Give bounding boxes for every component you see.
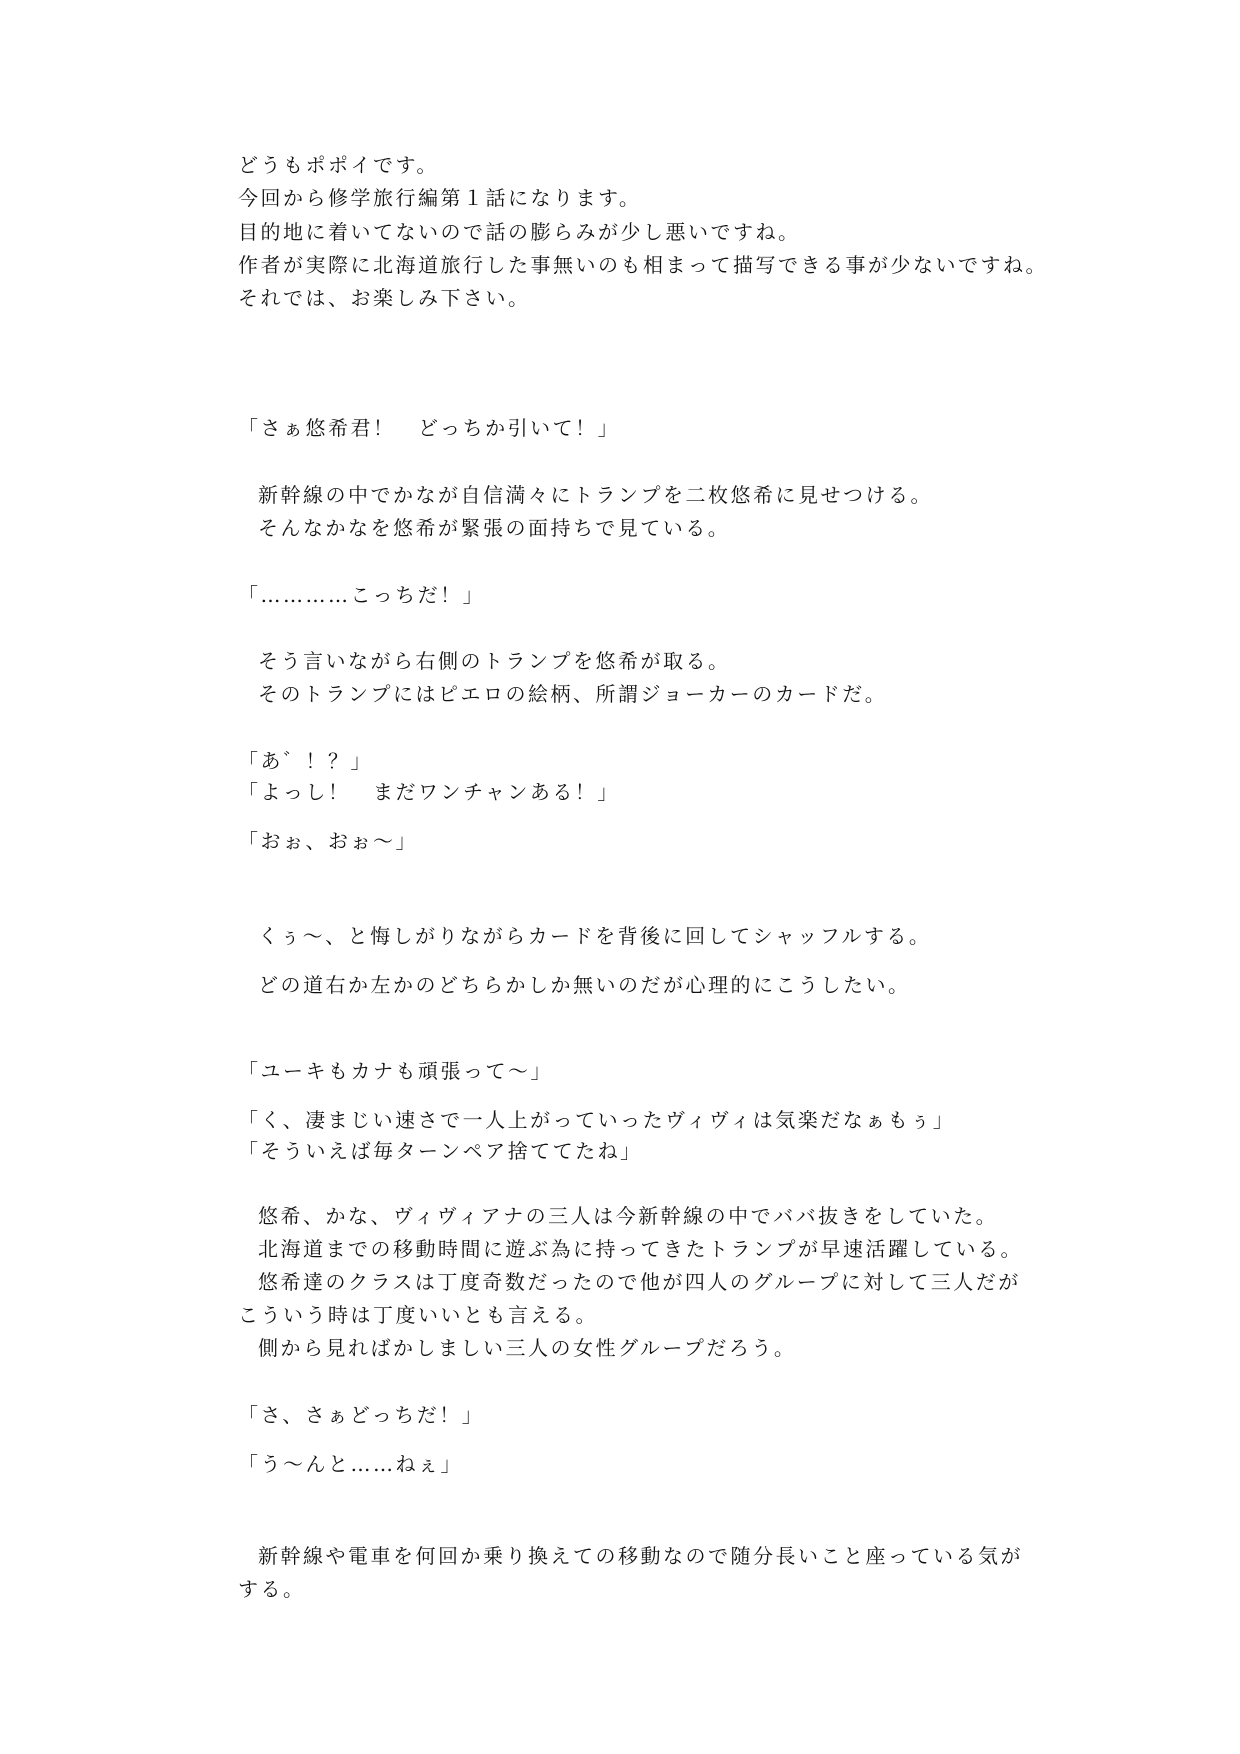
narration-line: どの道右か左かのどちらかしか無いのだが心理的にこうしたい。	[258, 973, 911, 997]
dialogue-line: 「さ、さぁどっちだ！」	[238, 1403, 485, 1427]
narration-line: そのトランプにはピエロの絵柄、所謂ジョーカーのカードだ。	[258, 682, 888, 706]
preface-line: 今回から修学旅行編第１話になります。	[238, 186, 642, 210]
narration-line: そう言いながら右側のトランプを悠希が取る。	[258, 649, 731, 673]
dialogue-line: 「く、凄まじい速さで一人上がっていったヴィヴィは気楽だなぁもぅ」	[238, 1108, 956, 1132]
narration-line: 悠希、かな、ヴィヴィアナの三人は今新幹線の中でババ抜きをしていた。	[258, 1204, 999, 1228]
narration-line: する。	[238, 1577, 306, 1601]
narration-line: 北海道までの移動時間に遊ぶ為に持ってきたトランプが早速活躍している。	[258, 1237, 1023, 1261]
narration-line: 新幹線や電車を何回か乗り換えての移動なので随分長いこと座っている気が	[258, 1544, 1023, 1568]
narration-line: くぅ〜、と悔しがりながらカードを背後に回してシャッフルする。	[258, 924, 932, 948]
preface-line: それでは、お楽しみ下さい。	[238, 286, 531, 310]
dialogue-line: 「さぁ悠希君！ どっちか引いて！」	[238, 416, 621, 440]
dialogue-line: 「ユーキもカナも頑張って〜」	[238, 1059, 553, 1083]
dialogue-line: 「…………こっちだ！」	[238, 583, 486, 607]
dialogue-line: 「おぉ、おぉ〜」	[238, 829, 418, 853]
narration-line: 側から見ればかしましい三人の女性グループだろう。	[258, 1336, 797, 1360]
preface-line: 目的地に着いてないので話の膨らみが少し悪いですね。	[238, 220, 801, 244]
narration-line: 悠希達のクラスは丁度奇数だったので他が四人のグループに対して三人だが	[258, 1270, 1021, 1294]
preface-line: どうもポポイです。	[238, 153, 439, 177]
dialogue-line: 「そういえば毎ターンペア捨ててたね」	[238, 1139, 643, 1163]
narration-line: 新幹線の中でかなが自信満々にトランプを二枚悠希に見せつける。	[258, 483, 933, 507]
narration-line: そんなかなを悠希が緊張の面持ちで見ている。	[258, 516, 731, 540]
narration-line: こういう時は丁度いいとも言える。	[238, 1303, 598, 1327]
dialogue-line: 「あ゛！？」	[238, 749, 373, 773]
dialogue-line: 「よっし！ まだワンチャンある！」	[238, 780, 620, 804]
dialogue-line: 「う〜んと……ねぇ」	[238, 1452, 463, 1476]
preface-line: 作者が実際に北海道旅行した事無いのも相まって描写できる事が少ないですね。	[238, 253, 1048, 277]
